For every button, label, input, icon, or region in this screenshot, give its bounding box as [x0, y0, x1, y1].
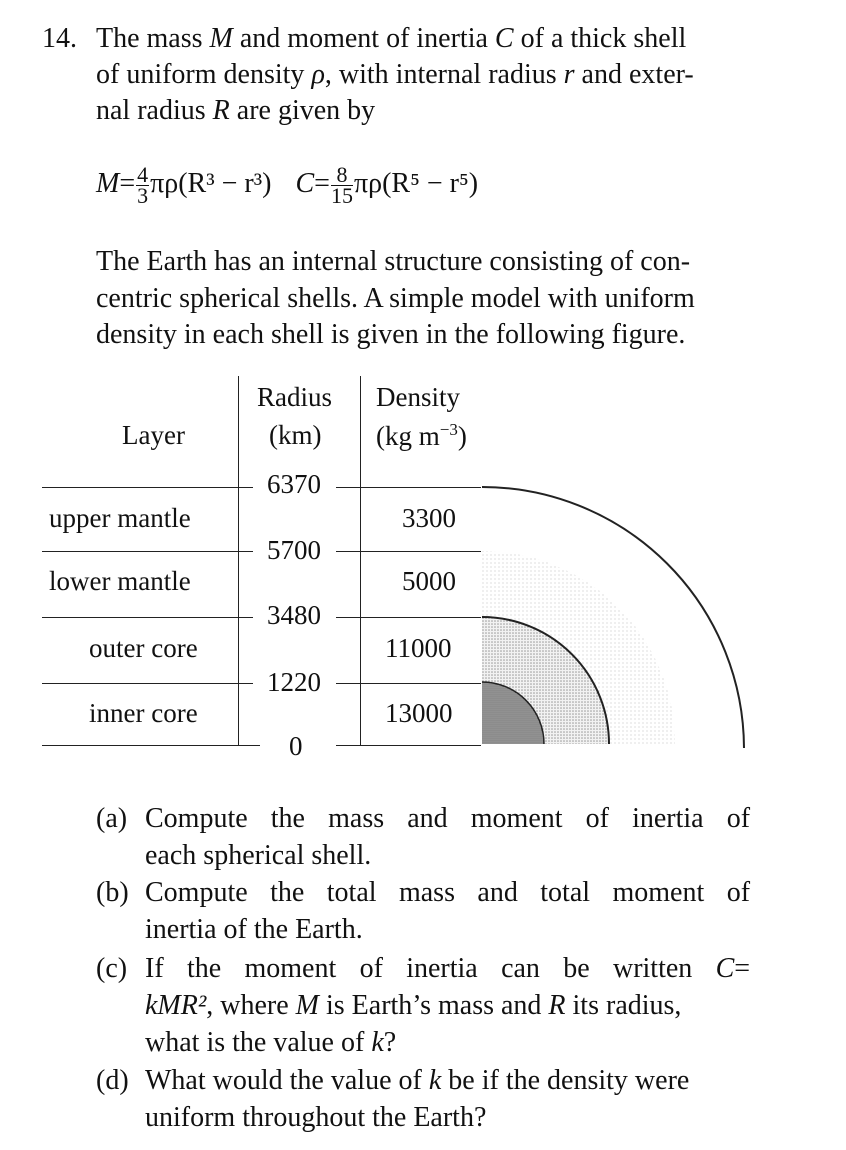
- header-radius-2: (km): [269, 420, 322, 450]
- density-unit-close: ): [457, 421, 467, 451]
- model-line-3: density in each shell is given in the following figure.: [96, 319, 686, 350]
- question-c-label: (c): [96, 953, 128, 984]
- boundary-line-0-left: [42, 745, 260, 746]
- density-upper-mantle: 3300: [402, 503, 456, 533]
- model-line-2: centric spherical shells. A simple model with uniform: [96, 283, 695, 314]
- question-c-line-1: If the moment of inertia can be written C=: [145, 953, 751, 984]
- table-vline-left: [238, 376, 239, 745]
- boundary-line-6370-left: [42, 487, 253, 488]
- layer-upper-mantle: upper mantle: [49, 503, 191, 533]
- question-d-label: (d): [96, 1065, 129, 1096]
- problem-number: 14.: [42, 23, 77, 54]
- question-b-line-1: Compute the total mass and total moment of: [145, 877, 751, 908]
- boundary-line-6370-right: [336, 487, 481, 488]
- boundary-line-1220-right: [336, 683, 481, 684]
- question-a-line-2: each spherical shell.: [145, 840, 372, 871]
- question-d-line-1: What would the value of k be if the density were: [145, 1065, 690, 1096]
- model-line-1: The Earth has an internal structure consisting of con-: [96, 246, 691, 277]
- radius-0: 0: [289, 731, 303, 761]
- question-c-line-2: kMR², where M is Earth’s mass and R its radius,: [145, 990, 682, 1021]
- mass-symbol: M: [96, 168, 120, 199]
- layer-inner-core: inner core: [89, 698, 198, 728]
- radius-1220: 1220: [267, 667, 321, 697]
- inertia-formula-rhs: πρ(R⁵ − r⁵): [353, 168, 479, 199]
- intro-line-1: The mass M and moment of inertia C of a thick shell: [96, 23, 687, 54]
- radius-5700: 5700: [267, 535, 321, 565]
- header-density-2: [376, 420, 467, 452]
- question-b-label: (b): [96, 877, 129, 908]
- question-d-line-2: uniform throughout the Earth?: [145, 1102, 487, 1133]
- intro-line-3: nal radius R are given by: [96, 95, 376, 126]
- density-unit: (kg m: [376, 421, 440, 451]
- mass-frac-den: 3: [137, 183, 149, 209]
- mass-frac-num: 4: [137, 162, 149, 188]
- mass-fraction: [136, 162, 149, 209]
- layer-lower-mantle: lower mantle: [49, 566, 191, 596]
- radius-6370: 6370: [267, 469, 321, 499]
- density-inner-core: 13000: [385, 698, 453, 728]
- question-b-line-2: inertia of the Earth.: [145, 914, 363, 945]
- question-a-line-1: Compute the mass and moment of inertia of: [145, 803, 751, 834]
- question-c-line-3: what is the value of k?: [145, 1027, 397, 1058]
- boundary-line-3480-left: [42, 617, 253, 618]
- boundary-line-0-right: [336, 745, 481, 746]
- header-radius-1: Radius: [257, 382, 333, 412]
- layer-outer-core: outer core: [89, 633, 198, 663]
- inertia-fraction: [330, 162, 353, 209]
- inertia-frac-den: 15: [330, 183, 353, 209]
- inertia-frac-num: 8: [331, 165, 353, 186]
- inertia-symbol: C: [295, 168, 315, 199]
- radius-3480: 3480: [267, 600, 321, 630]
- boundary-line-5700-right: [336, 551, 481, 552]
- density-outer-core: 11000: [385, 633, 452, 663]
- table-vline-right: [360, 376, 361, 745]
- header-density-1: Density: [376, 382, 460, 412]
- density-lower-mantle: 5000: [402, 566, 456, 596]
- formula-row: M= $\frac{4}{3}$ πρ(R³ − r³) C= $\frac{8}{15}$ πρ(R⁵ − r⁵): [96, 162, 479, 209]
- boundary-line-3480-right: [336, 617, 481, 618]
- mass-formula-rhs: πρ(R³ − r³): [150, 168, 272, 199]
- question-a-label: (a): [96, 803, 128, 834]
- earth-layers-diagram: [470, 470, 770, 760]
- boundary-line-1220-left: [42, 683, 253, 684]
- intro-line-2: of uniform density ρ, with internal radius r and exter-: [96, 59, 694, 90]
- density-exponent: −3: [439, 420, 458, 439]
- header-layer: Layer: [122, 420, 185, 450]
- boundary-line-5700-left: [42, 551, 253, 552]
